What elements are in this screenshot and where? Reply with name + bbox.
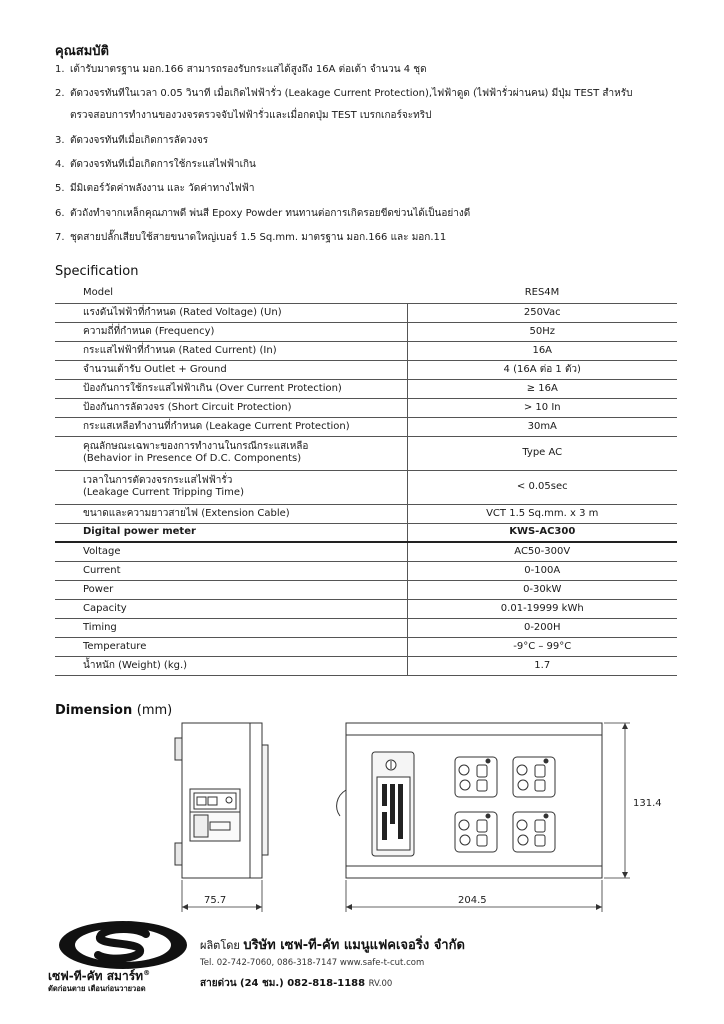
spec-label: น้ำหนัก (Weight) (kg.) [55,656,407,675]
spec-label: เวลาในการตัดวงจรกระแสไฟฟ้ารั่ว (Leakage Current Tripping Time) [55,470,407,504]
spec-label: ขนาดและความยาวสายไฟ (Extension Cable) [55,504,407,523]
spec-label: Digital power meter [55,523,407,542]
spec-value: RES4M [407,284,677,303]
spec-value: 30mA [407,417,677,436]
spec-label: Timing [55,618,407,637]
spec-label: ความถี่ที่กำหนด (Frequency) [55,322,407,341]
spec-label: Voltage [55,542,407,561]
spec-value: 1.7 [407,656,677,675]
contact-info: Tel. 02-742-7060, 086-318-7147 www.safe-t-cut.com [200,958,425,968]
maker-prefix: ผลิตโดย [200,939,240,952]
feature-item: 7. ชุดสายปลั๊กเสียบใช้สายขนาดใหญ่เบอร์ 1.5 Sq.mm. มาตรฐาน มอก.166 และ มอก.11 [55,232,447,243]
hotline-number: สายด่วน (24 ชม.) 082-818-1188 [200,978,366,989]
spec-value: 0-30kW [407,580,677,599]
spec-label: Power [55,580,407,599]
front-width-label: 204.5 [458,895,487,906]
spec-label: ป้องกันการลัดวงจร (Short Circuit Protection) [55,398,407,417]
company-logo [58,920,188,970]
spec-label: Model [55,284,407,303]
feature-item: 4. ตัดวงจรทันทีเมื่อเกิดการใช้กระแสไฟฟ้าเกิน [55,159,256,170]
brand-name: เซฟ-ที-คัท สมาร์ท® [48,969,151,983]
spec-value: 0-100A [407,561,677,580]
dimension-unit: (mm) [136,703,173,718]
spec-value: ≥ 16A [407,379,677,398]
spec-value: 0.01-19999 kWh [407,599,677,618]
spec-label: Temperature [55,637,407,656]
spec-value: VCT 1.5 Sq.mm. x 3 m [407,504,677,523]
spec-value: 0-200H [407,618,677,637]
spec-value: 250Vac [407,303,677,322]
spec-value: 4 (16A ต่อ 1 ตัว) [407,360,677,379]
spec-value: > 10 In [407,398,677,417]
feature-continuation: ตรวจสอบการทำงานของวงจรตรวจจับไฟฟ้ารั่วและเมื่อกดปุ่ม TEST เบรกเกอร์จะทริป [70,110,432,121]
spec-label: ป้องกันการใช้กระแสไฟฟ้าเกิน (Over Current Protection) [55,379,407,398]
spec-value: KWS-AC300 [407,523,677,542]
manufacturer [200,934,465,955]
spec-label: กระแสไฟฟ้าที่กำหนด (Rated Current) (In) [55,341,407,360]
meter-display [372,752,414,856]
side-view [175,723,268,878]
brand-slogan: ตัดก่อนตาย เตือนก่อนวายวอด [48,984,146,993]
feature-item: 1. เต้ารับมาตรฐาน มอก.166 สามารถรองรับกระแสได้สูงถึง 16A ต่อเต้า จำนวน 4 ชุด [55,64,427,75]
spec-label: จำนวนเต้ารับ Outlet + Ground [55,360,407,379]
dimension-label: Dimension [55,703,133,718]
spec-value: < 0.05sec [407,470,677,504]
revision: RV.00 [368,979,393,989]
company-name: บริษัท เซฟ-ที-คัท แมนูแฟคเจอริ่ง จำกัด [243,938,465,953]
feature-item: 2. ตัดวงจรทันทีในเวลา 0.05 วินาที เมื่อเกิดไฟฟ้ารั่ว (Leakage Current Protection),ไฟฟ้าดูด (ไฟฟ้ารั่วผ่านคน) มีปุ่ม TEST สำหรับ ตรวจสอบการทำงานของวงจรตรวจจับไฟฟ้ารั่วและเมื่อกดปุ่ม TEST เบรกเกอร์จะทริป [55,87,695,123]
spec-label: แรงดันไฟฟ้าที่กำหนด (Rated Voltage) (Un) [55,303,407,322]
spec-value: 16A [407,341,677,360]
specification-title: Specification [55,264,139,279]
hotline [200,976,392,991]
feature-item: 6. ตัวถังทำจากเหล็กคุณภาพดี พ่นสี Epoxy Powder ทนทานต่อการเกิดรอยขีดข่วนได้เป็นอย่างดี [55,208,471,219]
spec-label: Current [55,561,407,580]
spec-label: Capacity [55,599,407,618]
spec-value: 50Hz [407,322,677,341]
spec-value: AC50-300V [407,542,677,561]
side-width-label: 75.7 [204,895,227,906]
spec-label: กระแสเหลือทำงานที่กำหนด (Leakage Current Protection) [55,417,407,436]
spec-value: -9°C – 99°C [407,637,677,656]
spec-label: คุณลักษณะเฉพาะของการทำงานในกรณีกระแสเหลือ (Behavior in Presence Of D.C. Components) [55,436,407,470]
front-view [337,723,602,878]
height-label: 131.4 [633,798,662,809]
feature-item: 5. มีมิเตอร์วัดค่าพลังงาน และ วัดค่าทางไฟฟ้า [55,183,255,194]
features-title: คุณสมบัติ [55,44,109,59]
spec-value: Type AC [407,436,677,470]
feature-item: 3. ตัดวงจรทันทีเมื่อเกิดการลัดวงจร [55,135,209,146]
